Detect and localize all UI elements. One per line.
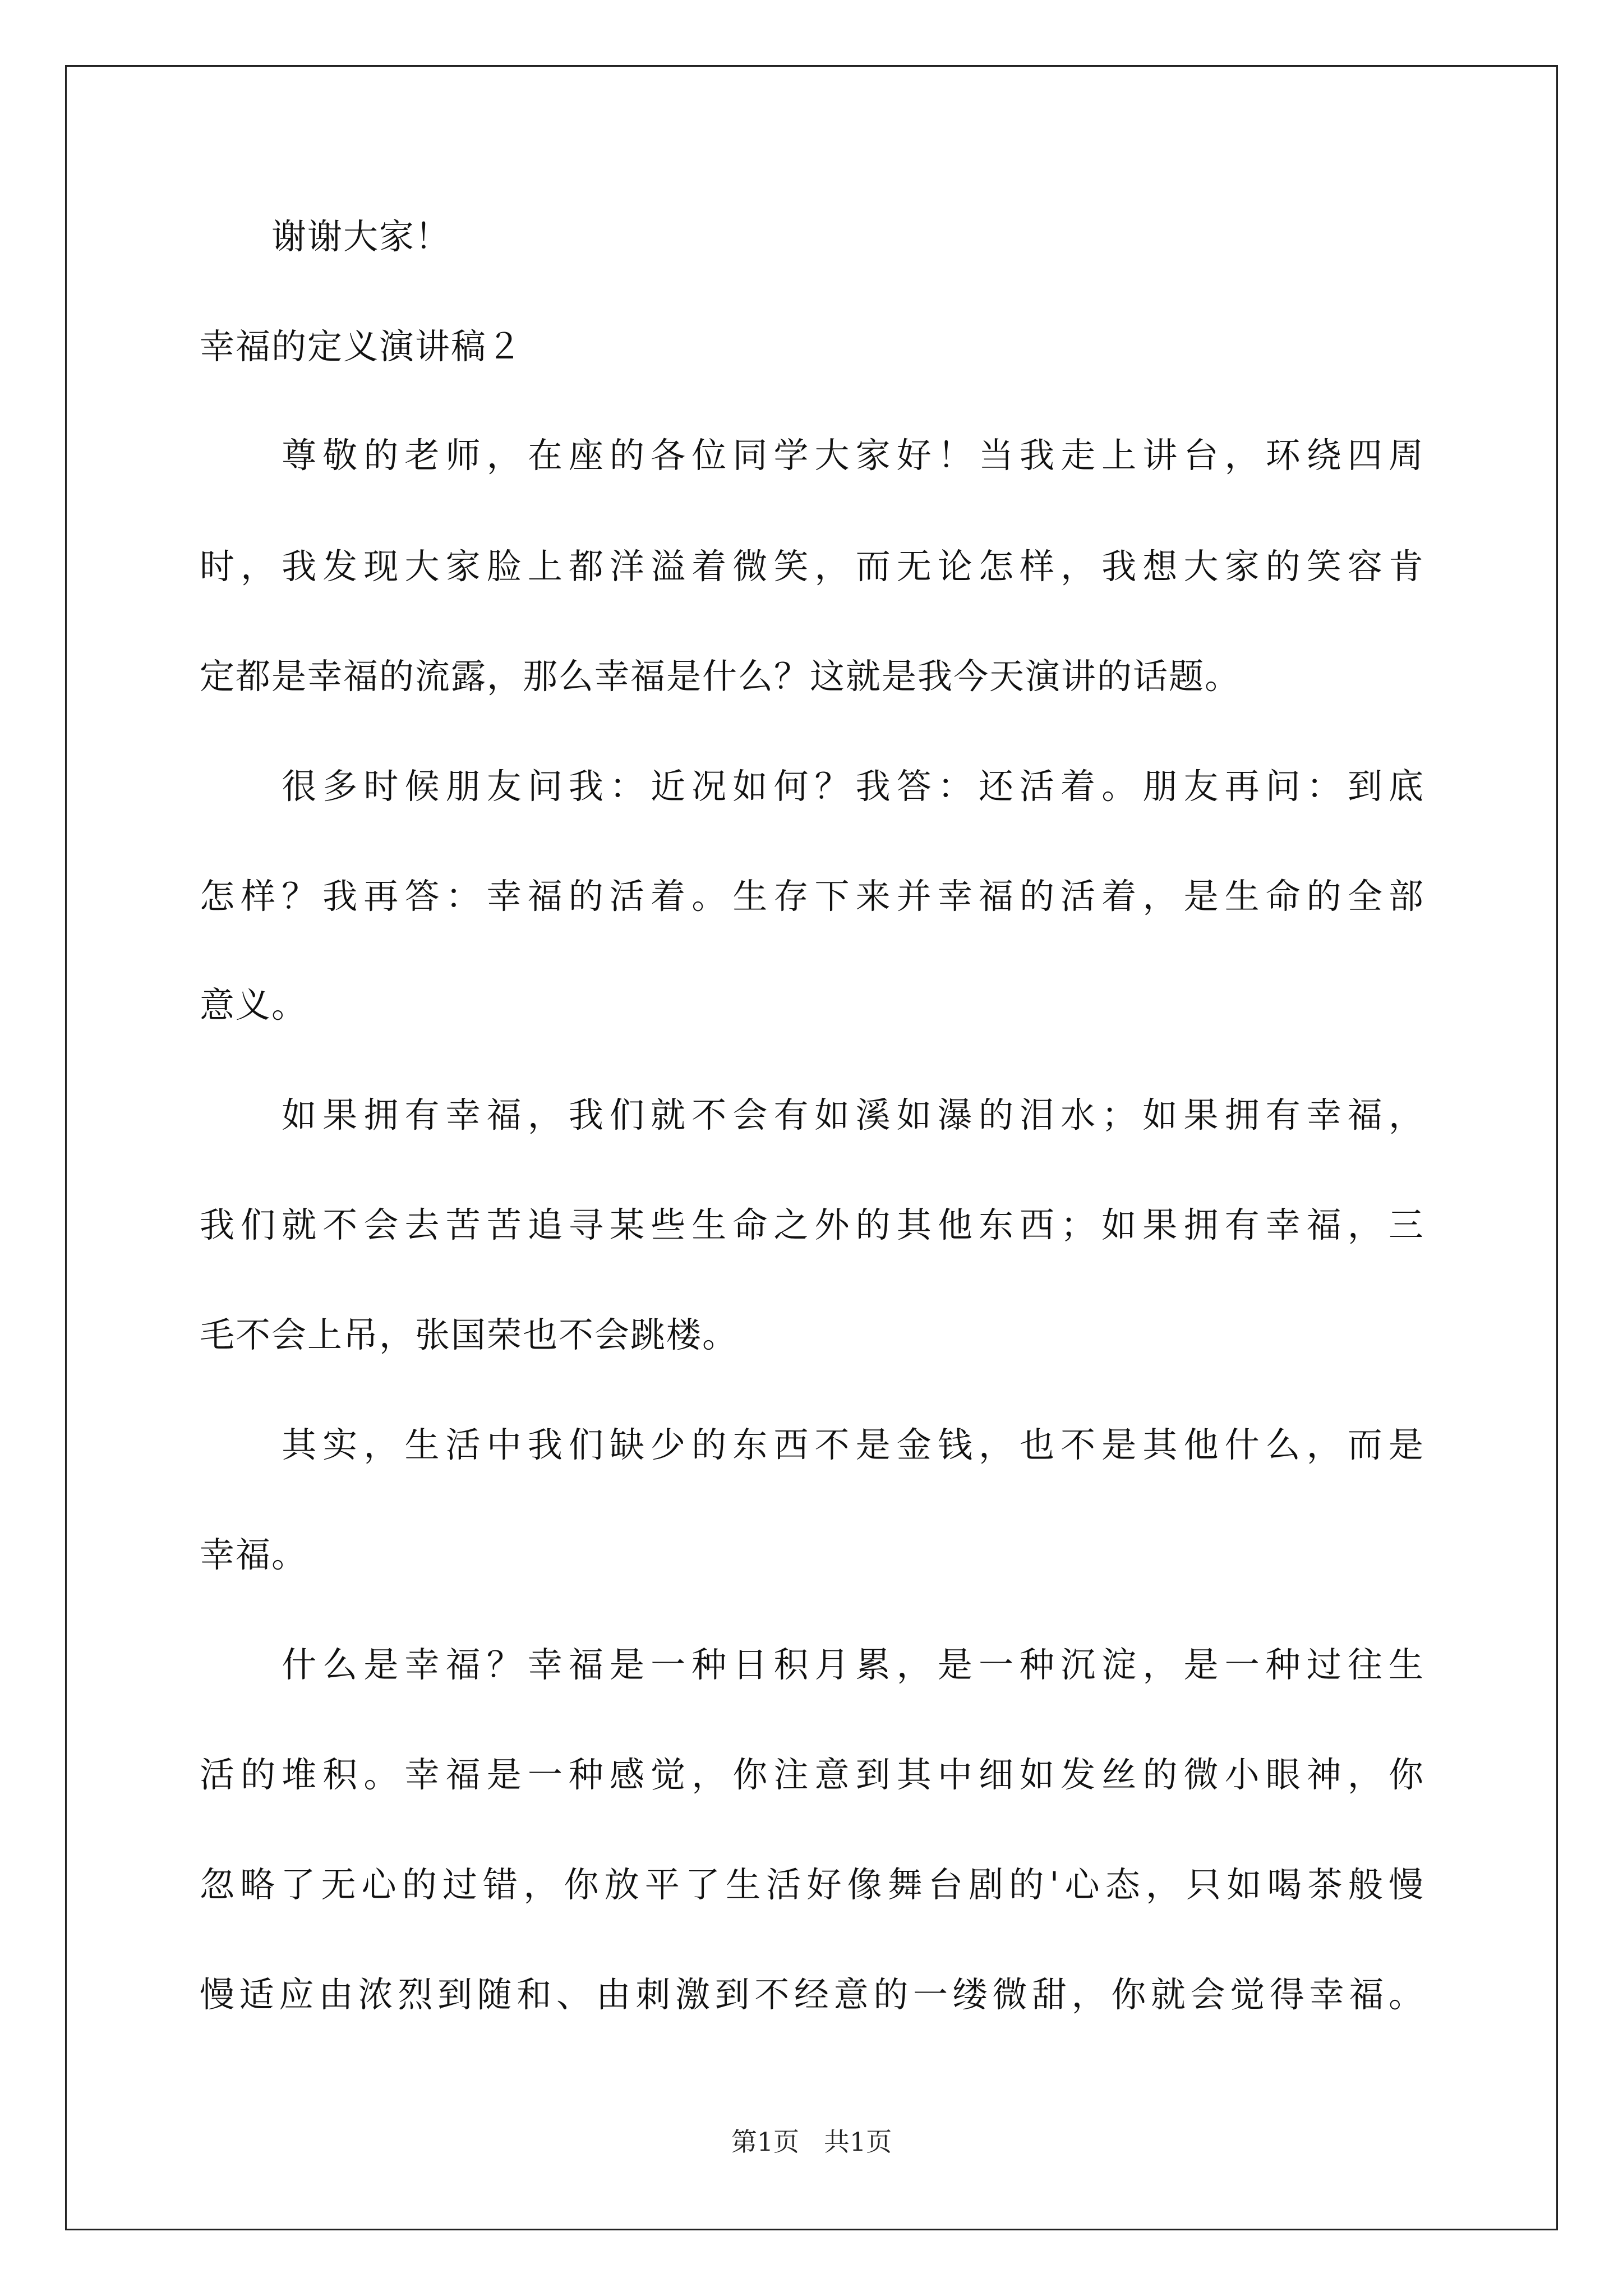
paragraph-3-line-2: 我们就不会去苦苦追寻某些生命之外的其他东西；如果拥有幸福，三 — [200, 1204, 1424, 1245]
paragraph-2-line-3: 意义。 — [200, 984, 308, 1025]
paragraph-5-line-1: 什么是幸福？幸福是一种日积月累，是一种沉淀，是一种过往生 — [200, 1644, 1424, 1685]
paragraph-5-line-3: 忽略了无心的过错，你放平了生活好像舞台剧的'心态，只如喝茶般慢 — [200, 1864, 1424, 1905]
paragraph-1-line-3: 定都是幸福的流露，那么幸福是什么？这就是我今天演讲的话题。 — [200, 656, 1241, 697]
paragraph-3-line-3: 毛不会上吊，张国荣也不会跳楼。 — [200, 1314, 739, 1355]
paragraph-5-line-2: 活的堆积。幸福是一种感觉，你注意到其中细如发丝的微小眼神，你 — [200, 1754, 1424, 1795]
page-number: 第1页 — [731, 2127, 799, 2157]
section-title: 幸福的定义演讲稿２ — [200, 326, 523, 367]
paragraph-3-line-1: 如果拥有幸福，我们就不会有如溪如瀑的泪水；如果拥有幸福， — [200, 1094, 1424, 1135]
page-footer — [0, 2125, 1623, 2159]
paragraph-2-line-1: 很多时候朋友问我：近况如何？我答：还活着。朋友再问：到底 — [200, 766, 1424, 807]
closing-line: 谢谢大家！ — [200, 216, 451, 257]
paragraph-1-line-2: 时，我发现大家脸上都洋溢着微笑，而无论怎样，我想大家的笑容肯 — [200, 546, 1424, 587]
paragraph-4-line-2: 幸福。 — [200, 1534, 308, 1575]
page-total: 共1页 — [824, 2127, 892, 2157]
paragraph-4-line-1: 其实，生活中我们缺少的东西不是金钱，也不是其他什么，而是 — [200, 1424, 1424, 1465]
paragraph-2-line-2: 怎样？我再答：幸福的活着。生存下来并幸福的活着，是生命的全部 — [200, 876, 1424, 917]
paragraph-1-line-1: 尊敬的老师，在座的各位同学大家好！当我走上讲台，环绕四周 — [200, 435, 1424, 476]
paragraph-5-line-4: 慢适应由浓烈到随和、由刺激到不经意的一缕微甜，你就会觉得幸福。 — [200, 1974, 1424, 2015]
